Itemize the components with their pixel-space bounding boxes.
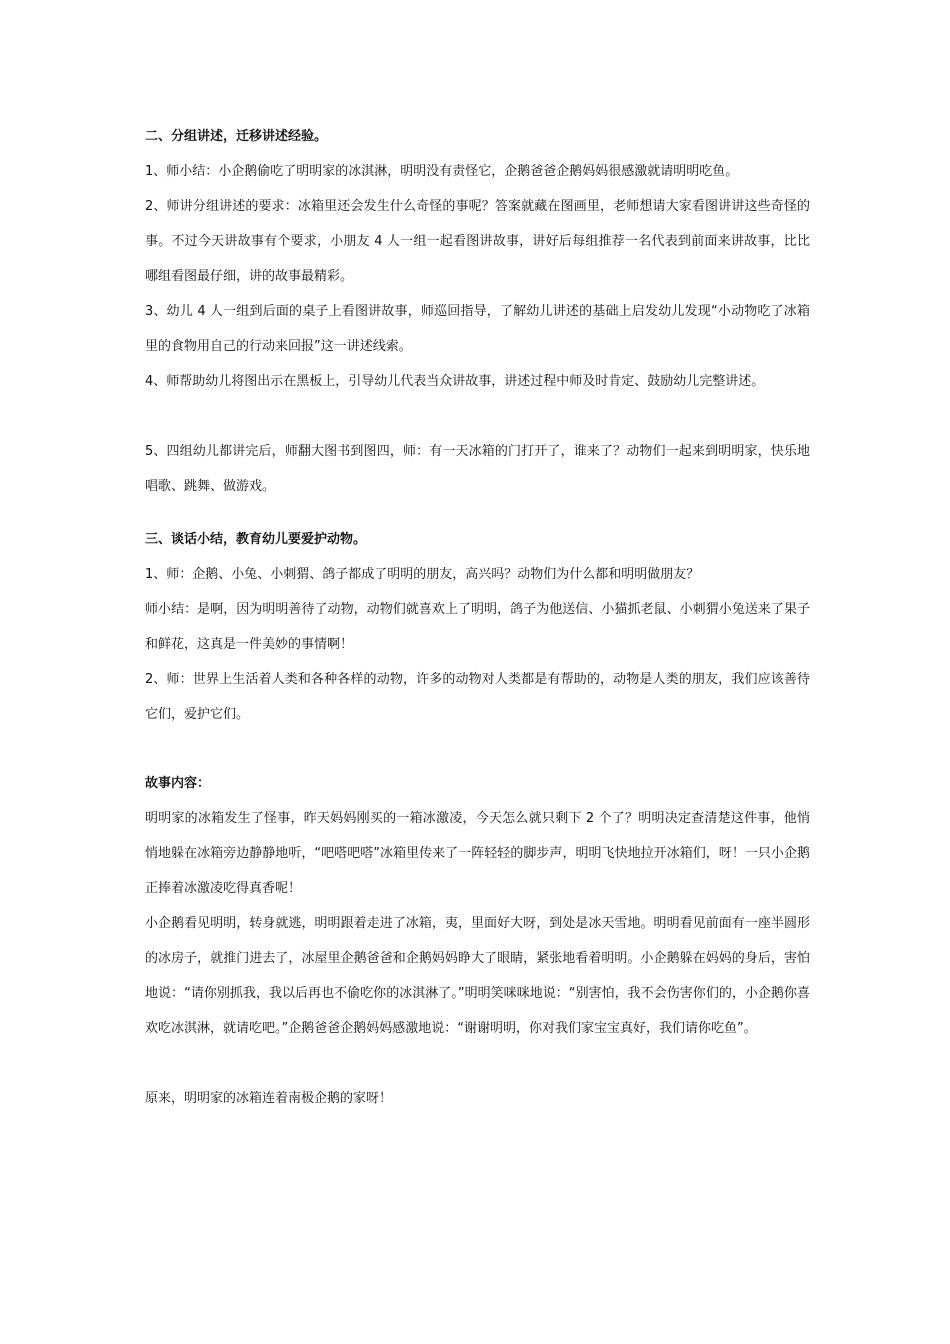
section-heading-2: 二、分组讲述，迁移讲述经验。 [145,129,328,144]
paragraph: 2、师讲分组讲述的要求：冰箱里还会发生什么奇怪的事呢？答案就藏在图画里，老师想请大家看图讲讲这些奇怪的事。不过今天讲故事有个要求，小朋友 4 人一组一起看图讲故事，讲好后每组推荐一名代表到前面来讲故事，比比哪组看图最仔细，讲的故事最精彩。 [145,199,810,284]
paragraph: 1、师小结：小企鹅偷吃了明明家的冰淇淋，明明没有责怪它，企鹅爸爸企鹅妈妈很感激就请明明吃鱼。 [145,164,739,179]
section-heading-3: 三、谈话小结，教育幼儿要爱护动物。 [145,532,367,547]
story-paragraph: 原来，明明家的冰箱连着南极企鹅的家呀！ [145,1091,393,1106]
paragraph: 师小结：是啊，因为明明善待了动物，动物们就喜欢上了明明，鸽子为他送信、小猫抓老鼠、小刺猬小兔送来了果子和鲜花，这真是一件美妙的事情啊！ [145,602,810,652]
paragraph: 5、四组幼儿都讲完后，师翻大图书到图四，师：有一天冰箱的门打开了，谁来了？动物们一起来到明明家，快乐地唱歌、跳舞、做游戏。 [145,444,810,494]
paragraph: 3、幼儿 4 人一组到后面的桌子上看图讲故事，师巡回指导，了解幼儿讲述的基础上启发幼儿发现“小动物吃了冰箱里的食物用自己的行动来回报”这一讲述线索。 [145,304,810,354]
story-paragraph: 明明家的冰箱发生了怪事，昨天妈妈刚买的一箱冰激凌，今天怎么就只剩下 2 个了？明明决定查清楚这件事，他悄悄地躲在冰箱旁边静静地听，“吧嗒吧嗒”冰箱里传来了一阵轻轻的脚步声，明明飞快地拉开冰箱们，呀！一只小企鹅正捧着冰激凌吃得真香呢！ [145,811,810,896]
story-paragraph: 小企鹅看见明明，转身就逃，明明跟着走进了冰箱，夷，里面好大呀，到处是冰天雪地。明明看见前面有一座半圆形的冰房子，就推门进去了，冰屋里企鹅爸爸和企鹅妈妈睁大了眼睛，紧张地看着明明。小企鹅躲在妈妈的身后，害怕地说：“请你别抓我，我以后再也不偷吃你的冰淇淋了。”明明笑咪咪地说：“别害怕，我不会伤害你们的，小企鹅你喜欢吃冰淇淋，就请吃吧。”企鹅爸爸企鹅妈妈感激地说：“谢谢明明，你对我们家宝宝真好，我们请你吃鱼”。 [145,916,810,1036]
paragraph: 2、师：世界上生活着人类和各种各样的动物，许多的动物对人类都是有帮助的，动物是人类的朋友，我们应该善待它们，爱护它们。 [145,672,810,722]
paragraph: 1、师：企鹅、小兔、小刺猬、鸽子都成了明明的朋友，高兴吗？动物们为什么都和明明做朋友？ [145,567,700,582]
story-heading: 故事内容： [145,776,211,791]
paragraph: 4、师帮助幼儿将图出示在黑板上，引导幼儿代表当众讲故事，讲述过程中师及时肯定、鼓励幼儿完整讲述。 [145,374,765,389]
